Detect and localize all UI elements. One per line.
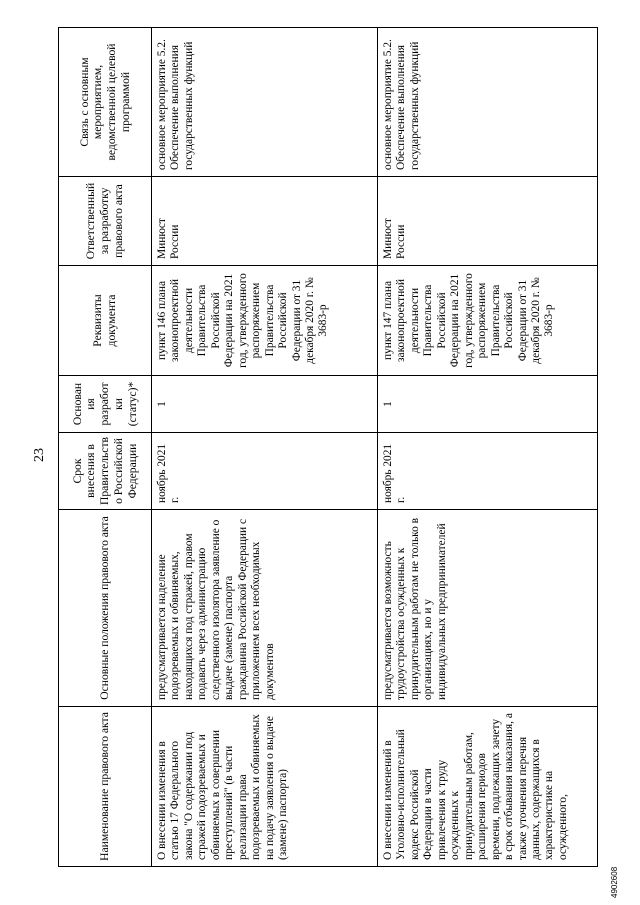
- basis-cell: 1: [378, 376, 598, 433]
- responsible-cell: Минюст России: [378, 177, 598, 266]
- link-cell: основное мероприятие 5.2. Обеспечение выполнения государственных функций: [378, 28, 598, 177]
- deadline-cell: ноябрь 2021 г.: [378, 433, 598, 510]
- table-row: [152, 28, 378, 867]
- header-responsible: Ответственный за разработку правового акта: [59, 177, 152, 266]
- page-number: 23: [32, 448, 47, 462]
- provisions-cell: предусматривается наделение подозреваемых и обвиняемых, находящихся под стражей, правом подавать через администрацию следственного изолятора заявление о выдаче (замене) паспорта гражданина Российской Федерации с приложением всех необходимых документов: [152, 510, 378, 707]
- responsible-cell: Минюст России: [152, 177, 378, 266]
- act-name-cell: О внесении изменений в Уголовно-исполнительный кодекс Российской Федерации в части привлечения к труду осужденных к принудительным работам, расширения периодов времени, подлежащих зачету в срок отбывания наказания, а также уточнения перечня данных, содержащихся в характеристике на осужденного,: [378, 707, 598, 867]
- provisions-cell: предусматривается возможность трудоустройства осужденных к принудительным работам не только в организациях, но и у индивидуальных предпринимателей: [378, 510, 598, 707]
- requisites-cell: пункт 146 плана законопроектной деятельности Правительства Российской Федерации на 2021 год, утвержденного распоряжением Правительства Российской Федерации от 31 декабря 2020 г. № 3683-р: [152, 266, 378, 376]
- deadline-cell: ноябрь 2021 г.: [152, 433, 378, 510]
- basis-cell: 1: [152, 376, 378, 433]
- header-requisites: Реквизиты документа: [59, 266, 152, 376]
- act-name-cell: О внесении изменения в статью 17 Федерального закона "О содержании под стражей подозреваемых и обвиняемых в совершении преступлений" (в части реализации права подозреваемых и обвиняемых на подачу заявления о выдаче (замене) паспорта): [152, 707, 378, 867]
- legal-acts-table: [58, 27, 598, 867]
- header-basis: Основания разработки (статус)*: [59, 376, 152, 433]
- header-act-name: Наименование правового акта: [59, 707, 152, 867]
- header-deadline: Срок внесения в Правительство Российской Федерации: [59, 433, 152, 510]
- requisites-cell: пункт 147 плана законопроектной деятельности Правительства Российской Федерации на 2021 год, утвержденного распоряжением Правительства Российской Федерации от 31 декабря 2020 г. № 3683-р: [378, 266, 598, 376]
- link-cell: основное мероприятие 5.2. Обеспечение выполнения государственных функций: [152, 28, 378, 177]
- footer-code: 4902608: [610, 866, 619, 898]
- table-row: [378, 28, 598, 867]
- table-header-row: [59, 28, 152, 867]
- header-link: Связь с основным мероприятием, ведомственной целевой программой: [59, 28, 152, 177]
- header-provisions: Основные положения правового акта: [59, 510, 152, 707]
